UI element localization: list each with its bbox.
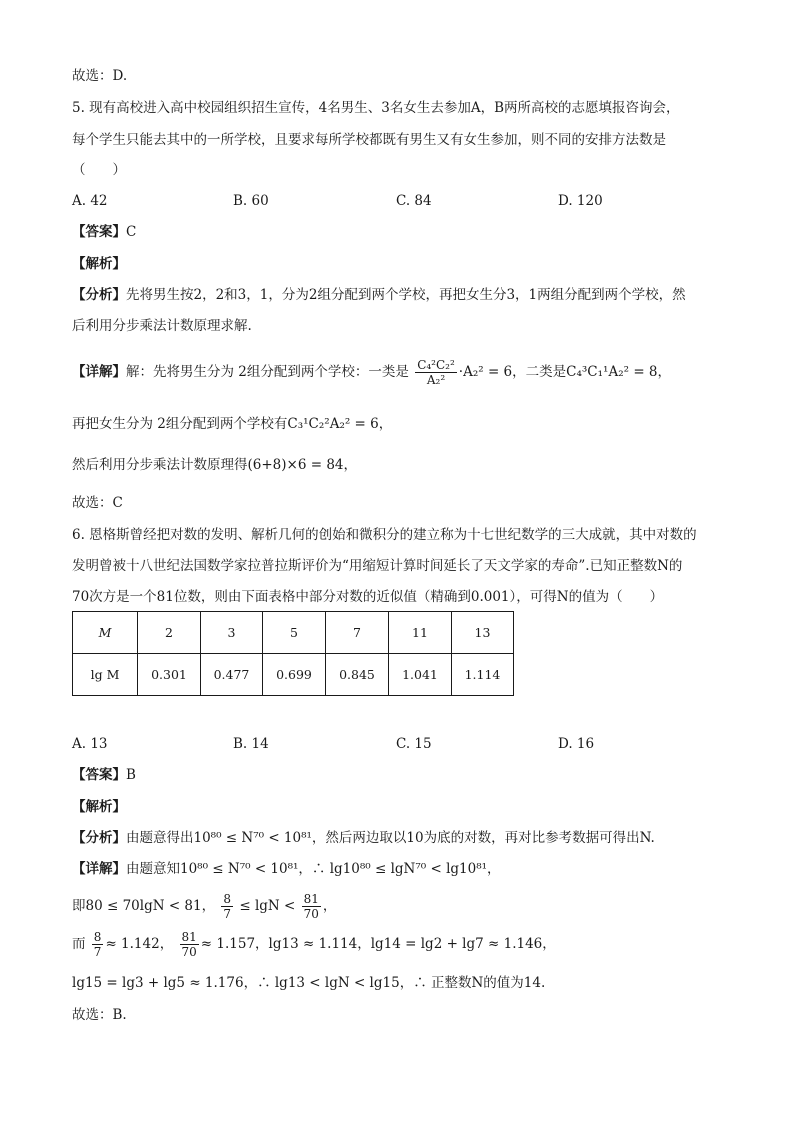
table-cell: 0.699 — [263, 654, 326, 696]
detail-text: 即80 ≤ 70lgN < 81， — [72, 898, 216, 914]
q6-analysis-heading — [72, 797, 126, 817]
answer-tag: 【答案】 — [72, 224, 126, 240]
fraction-denominator: 7 — [93, 945, 102, 959]
q6-detail-line-2 — [72, 888, 336, 924]
q6-stem-line-3: 70次方是一个81位数，则由下面表格中部分对数的近似值（精确到0.001），可得N的值为（ ） — [72, 589, 664, 605]
analysis-tag: 【解析】 — [72, 799, 126, 815]
q5-option-c: C. 84 — [396, 193, 432, 209]
q6-option-d: D. 16 — [558, 736, 595, 752]
fraction-denominator: A₂² — [426, 373, 446, 387]
q5-stem-line-1: 5. 现有高校进入高中校园组织招生宣传，4名男生、3名女生去参加A，B两所高校的志愿填报咨询会， — [72, 100, 680, 116]
q5-fenxi-line-2: 后利用分步乘法计数原理求解. — [72, 318, 252, 334]
table-cell: 1.041 — [389, 654, 452, 696]
fraction — [302, 892, 321, 921]
analysis-tag: 【解析】 — [72, 256, 126, 272]
table-cell: 0.477 — [201, 654, 263, 696]
fenxi-text: 先将男生按2，2和3，1，分为2组分配到两个学校，再把女生分3，1两组分配到两个学校，然 — [126, 287, 686, 303]
answer-value: C — [126, 224, 137, 240]
prev-conclusion: 故选：D. — [72, 68, 128, 84]
q5-option-b: B. 60 — [233, 193, 269, 209]
q6-option-a: A. 13 — [72, 736, 108, 752]
fraction-numerator: 81 — [181, 930, 197, 944]
fraction — [180, 930, 199, 959]
q6-option-b: B. 14 — [233, 736, 269, 752]
table-header-cell: M — [73, 612, 138, 654]
table-cell: 11 — [389, 612, 452, 654]
q5-conclusion: 故选：C — [72, 495, 123, 511]
table-cell: 5 — [263, 612, 326, 654]
log-values-table — [72, 611, 514, 696]
table-cell: 0.301 — [138, 654, 201, 696]
fraction-numerator: 8 — [93, 930, 102, 944]
q6-answer — [72, 765, 136, 785]
combination-fraction — [415, 358, 457, 387]
table-header-cell: lg M — [73, 654, 138, 696]
fraction-denominator: 7 — [223, 907, 232, 921]
xiangjie-tag: 【详解】 — [72, 364, 126, 380]
q5-stem-line-2: 每个学生只能去其中的一所学校，且要求每所学校都既有男生又有女生参加，则不同的安排方法数是 — [72, 132, 666, 148]
detail-formula: C₃¹C₂²A₂² = 6， — [287, 416, 393, 432]
answer-tag: 【答案】 — [72, 767, 126, 783]
q6-detail-line-3 — [72, 926, 556, 962]
detail-text: ， — [322, 898, 337, 914]
detail-text: ≤ lgN < — [239, 898, 296, 914]
fenxi-tag: 【分析】 — [72, 287, 126, 303]
q5-fenxi-line-1 — [72, 285, 686, 305]
fraction-numerator: C₄²C₂² — [417, 358, 455, 372]
table-cell: 7 — [326, 612, 389, 654]
q6-detail-line-1 — [72, 859, 501, 879]
q5-option-a: A. 42 — [72, 193, 108, 209]
fraction — [221, 892, 233, 921]
q5-answer — [72, 222, 136, 242]
fraction-numerator: 81 — [303, 892, 319, 906]
detail-text: 而 — [72, 936, 86, 952]
q5-detail-line-1 — [72, 352, 671, 392]
q6-stem-line-2: 发明曾被十八世纪法国数学家拉普拉斯评价为“用缩短计算时间延长了天文学家的寿命”.已知正整数N的 — [72, 558, 683, 574]
table-row — [73, 654, 514, 696]
q5-stem-line-3: （ ） — [72, 162, 126, 178]
q6-option-c: C. 15 — [396, 736, 432, 752]
fraction — [92, 930, 104, 959]
xiangjie-tag: 【详解】 — [72, 861, 126, 877]
detail-text: ≈ 1.157，lg13 ≈ 1.114，lg14 = lg2 + lg7 ≈ 1.146， — [200, 936, 556, 952]
detail-text: ·A₂² = 6，二类是C₄³C₁¹A₂² = 8， — [458, 364, 672, 380]
table-cell: 1.114 — [452, 654, 514, 696]
q5-analysis-heading — [72, 254, 126, 274]
q6-detail-line-4: lg15 = lg3 + lg5 ≈ 1.176，∴ lg13 < lgN < lg15，∴ 正整数N的值为14. — [72, 975, 546, 991]
q5-detail-line-2 — [72, 414, 392, 434]
q5-option-d: D. 120 — [558, 193, 603, 209]
fraction-denominator: 70 — [303, 907, 319, 921]
table-cell: 2 — [138, 612, 201, 654]
fraction-denominator: 70 — [181, 945, 197, 959]
table-cell: 13 — [452, 612, 514, 654]
detail-text: 解：先将男生分为 2组分配到两个学校：一类是 — [126, 364, 409, 380]
detail-text: ≈ 1.142， — [105, 936, 174, 952]
q6-stem-line-1: 6. 恩格斯曾经把对数的发明、解析几何的创始和微积分的建立称为十七世纪数学的三大成就，其中对数的 — [72, 527, 697, 543]
answer-value: B — [126, 767, 136, 783]
fraction-numerator: 8 — [223, 892, 232, 906]
fenxi-text: 由题意得出10⁸⁰ ≤ N⁷⁰ < 10⁸¹，然后两边取以10为底的对数，再对比参考数据可得出N. — [126, 830, 655, 846]
q6-fenxi-line — [72, 828, 655, 848]
q6-conclusion: 故选：B. — [72, 1007, 127, 1023]
table-cell: 0.845 — [326, 654, 389, 696]
detail-text: 再把女生分为 2组分配到两个学校有 — [72, 416, 288, 432]
detail-text: 由题意知10⁸⁰ ≤ N⁷⁰ < 10⁸¹，∴ lg10⁸⁰ ≤ lgN⁷⁰ < lg10⁸¹， — [126, 861, 501, 877]
table-row — [73, 612, 514, 654]
table-cell: 3 — [201, 612, 263, 654]
fenxi-tag: 【分析】 — [72, 830, 126, 846]
q5-detail-line-3: 然后利用分步乘法计数原理得(6+8)×6 = 84， — [72, 457, 357, 473]
